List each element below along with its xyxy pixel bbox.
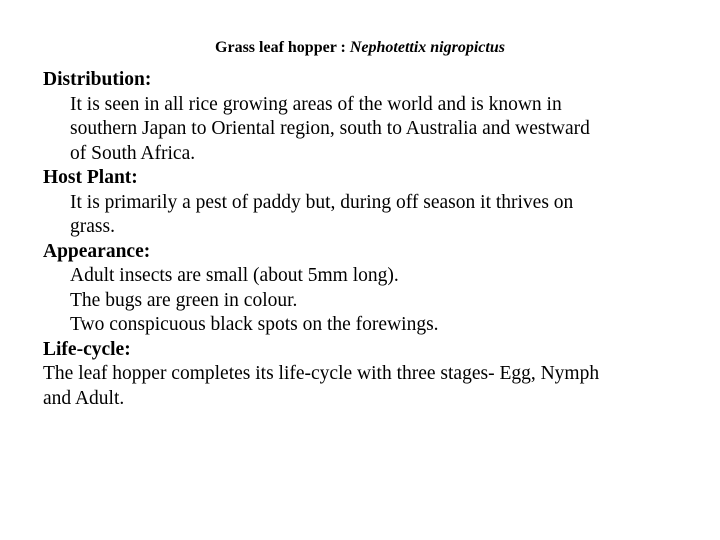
appearance-text bbox=[43, 264, 683, 338]
host-plant-text bbox=[43, 191, 683, 240]
text-line: grass. bbox=[70, 216, 115, 237]
section-heading-life-cycle: Life-cycle: bbox=[43, 338, 131, 360]
title-common-name: Grass leaf hopper bbox=[215, 39, 337, 56]
section-appearance bbox=[43, 240, 683, 338]
section-host-plant bbox=[43, 166, 683, 240]
text-line: The leaf hopper completes its life-cycle with three stages- Egg, Nymph bbox=[43, 363, 600, 384]
text-line: southern Japan to Oriental region, south to Australia and westward bbox=[70, 118, 590, 139]
text-line: Adult insects are small (about 5mm long). bbox=[70, 265, 399, 286]
life-cycle-text bbox=[43, 362, 683, 411]
slide-title bbox=[0, 38, 720, 58]
text-line: It is primarily a pest of paddy but, during off season it thrives on bbox=[70, 191, 574, 213]
text-line: of South Africa. bbox=[70, 142, 196, 164]
text-line: and Adult. bbox=[43, 387, 125, 409]
text-line: Two conspicuous black spots on the forewings. bbox=[70, 314, 439, 335]
section-distribution bbox=[43, 68, 683, 166]
section-heading-distribution: Distribution: bbox=[43, 69, 152, 90]
text-line: The bugs are green in colour. bbox=[70, 289, 298, 311]
title-separator: : bbox=[340, 39, 346, 56]
distribution-text bbox=[43, 93, 683, 167]
section-heading-appearance: Appearance: bbox=[43, 240, 151, 262]
text-line: It is seen in all rice growing areas of the world and is known in bbox=[70, 93, 562, 115]
section-heading-host-plant: Host Plant: bbox=[43, 167, 138, 188]
slide-content bbox=[43, 68, 683, 411]
title-scientific-name: Nephotettix nigropictus bbox=[349, 39, 505, 56]
section-life-cycle bbox=[43, 338, 683, 412]
